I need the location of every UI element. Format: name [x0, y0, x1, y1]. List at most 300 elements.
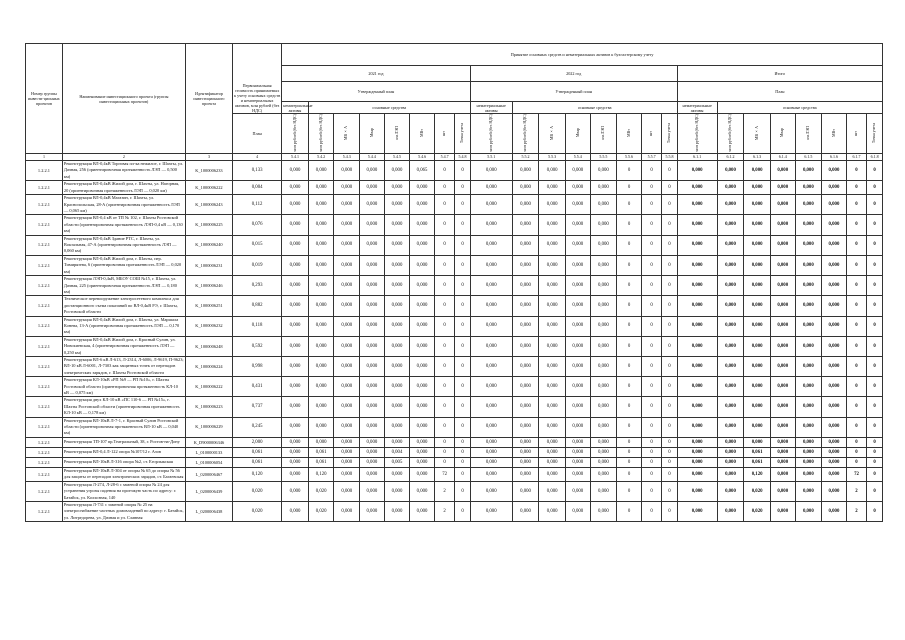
group-number: 1.2.2.1: [26, 215, 63, 235]
header-unit: шт: [641, 114, 661, 154]
table-body: [26, 154, 883, 522]
value-2021: 0: [455, 447, 470, 457]
value-2022: 0,000: [512, 161, 539, 181]
value-2021: 0,000: [308, 397, 334, 417]
table-row: [26, 316, 883, 336]
value-2022: 0,000: [539, 502, 566, 522]
value-total: 0,000: [795, 255, 822, 275]
value-total: 0,000: [717, 447, 744, 457]
value-2021: 0,000: [308, 356, 334, 376]
project-id: L_0200006467: [185, 467, 232, 481]
value-2021: 0,000: [308, 316, 334, 336]
value-2022: 0: [617, 276, 642, 296]
value-2022: 0: [617, 215, 642, 235]
value-2022: 0: [641, 255, 661, 275]
value-total: 0,000: [677, 502, 717, 522]
value-total: 0,000: [795, 397, 822, 417]
value-2022: 0,000: [590, 161, 617, 181]
value-2021: 0,005: [384, 457, 410, 467]
value-2021: 0,000: [308, 276, 334, 296]
value-total: 0: [867, 255, 883, 275]
value-2022: 0,000: [590, 235, 617, 255]
value-2022: 0,000: [539, 336, 566, 356]
value-2022: 0: [617, 181, 642, 195]
value-total: 0,000: [795, 316, 822, 336]
value-2021: 0,000: [384, 161, 410, 181]
value-2021: 0,000: [410, 296, 435, 316]
value-total: 0,000: [677, 181, 717, 195]
table-row: [26, 397, 883, 417]
value-2021: 0,020: [308, 502, 334, 522]
value-2021: 0: [455, 467, 470, 481]
value-2021: 0,000: [410, 195, 435, 215]
value-2022: 0,000: [566, 336, 591, 356]
project-id: K_1000006229: [185, 417, 232, 437]
column-index: 6.1.1: [677, 154, 717, 161]
value-2022: 0: [617, 457, 642, 467]
column-index: 2: [62, 154, 185, 161]
header-fixed-2021: основные средства: [308, 102, 470, 114]
value-2021: 0: [455, 397, 470, 417]
value-total: 0,000: [677, 296, 717, 316]
value-2022: 0,000: [470, 437, 512, 447]
initial-cost: 0,061: [233, 457, 282, 467]
value-2022: 0,000: [512, 336, 539, 356]
value-total: 0: [846, 457, 866, 467]
header-unit: млн рублей (без НДС): [470, 114, 512, 154]
value-total: 0,000: [770, 161, 795, 181]
value-2021: 0,000: [334, 502, 360, 522]
value-2021: 0,000: [360, 417, 385, 437]
project-name: Реконструкция ВЛ-0,4 кВ от ТП № 102, г. Шахты Ростовской области (ориентировочная протяженность ЛЭП-0,4 кВ — 0,130 км): [62, 215, 185, 235]
header-unit: МВт: [822, 114, 847, 154]
value-2022: 0,000: [470, 417, 512, 437]
value-2021: 0,000: [360, 255, 385, 275]
column-index: 5.4.4: [360, 154, 385, 161]
value-2022: 0,000: [539, 215, 566, 235]
value-2022: 0: [641, 457, 661, 467]
value-2022: 0,000: [539, 467, 566, 481]
value-2022: 0: [617, 417, 642, 437]
header-unit: шт: [846, 114, 866, 154]
header-plan-total: План: [677, 82, 882, 102]
initial-cost: 0,015: [233, 235, 282, 255]
value-2022: 0,000: [539, 437, 566, 447]
value-2021: 0,000: [360, 447, 385, 457]
value-2022: 0,000: [566, 397, 591, 417]
value-2022: 0: [617, 467, 642, 481]
value-2021: 0,120: [308, 467, 334, 481]
value-total: 0,000: [717, 181, 744, 195]
table-row: [26, 255, 883, 275]
value-2021: 0,000: [410, 215, 435, 235]
value-total: 0: [867, 437, 883, 447]
value-2021: 0: [455, 336, 470, 356]
value-2021: 0,000: [384, 255, 410, 275]
value-2022: 0,000: [566, 276, 591, 296]
value-total: 0,000: [795, 481, 822, 501]
project-id: L_0200006438: [185, 502, 232, 522]
value-total: 0,000: [795, 235, 822, 255]
value-2022: 0,000: [590, 215, 617, 235]
value-2022: 0: [662, 447, 677, 457]
value-2021: 0: [434, 316, 454, 336]
value-2022: 0: [662, 457, 677, 467]
value-2021: 0,000: [308, 215, 334, 235]
value-2021: 0,000: [410, 502, 435, 522]
value-2022: 0,000: [470, 316, 512, 336]
table-row: [26, 235, 883, 255]
value-total: 0,000: [795, 502, 822, 522]
value-total: 0,000: [677, 255, 717, 275]
value-2022: 0,000: [566, 437, 591, 447]
value-2022: 0,000: [590, 296, 617, 316]
value-2022: 0: [641, 467, 661, 481]
value-2021: 0,000: [334, 481, 360, 501]
value-2021: 0: [455, 417, 470, 437]
value-2022: 0,000: [539, 377, 566, 397]
value-total: 0,000: [744, 437, 771, 447]
value-2022: 0,000: [566, 457, 591, 467]
value-2022: 0,000: [539, 161, 566, 181]
table-row: [26, 215, 883, 235]
header-unit: Мвар: [770, 114, 795, 154]
value-2022: 0: [641, 276, 661, 296]
value-2021: 0,000: [334, 215, 360, 235]
value-total: 0: [867, 276, 883, 296]
value-total: 0,000: [822, 296, 847, 316]
initial-cost: 0,020: [233, 481, 282, 501]
value-total: 0,000: [744, 397, 771, 417]
value-2022: 0,000: [539, 481, 566, 501]
value-total: 0,000: [770, 397, 795, 417]
value-2022: 0: [641, 296, 661, 316]
value-2022: 0: [641, 336, 661, 356]
value-2021: 0,000: [384, 195, 410, 215]
value-total: 0,000: [677, 457, 717, 467]
project-id: L_0100006054: [185, 457, 232, 467]
value-total: 0,000: [822, 181, 847, 195]
value-total: 0,000: [677, 235, 717, 255]
value-total: 0: [867, 161, 883, 181]
project-id: K_D9000006346: [185, 437, 232, 447]
value-total: 0: [867, 296, 883, 316]
group-number: 1.2.2.1: [26, 296, 63, 316]
value-2022: 0,000: [512, 215, 539, 235]
report-table: [25, 43, 883, 522]
value-total: 0,000: [795, 447, 822, 457]
header-unit: шт: [434, 114, 454, 154]
initial-cost: 2,000: [233, 437, 282, 447]
value-2021: 2: [434, 502, 454, 522]
column-index: 5.5.7: [641, 154, 661, 161]
value-total: 0,000: [822, 467, 847, 481]
value-2022: 0,000: [470, 215, 512, 235]
value-2022: 0,000: [470, 447, 512, 457]
value-total: 0,000: [822, 161, 847, 181]
value-total: 0,000: [744, 195, 771, 215]
header-unit: МВ×А: [334, 114, 360, 154]
group-number: 1.2.2.1: [26, 377, 63, 397]
header-approved-2021: Утвержденный план: [282, 82, 471, 102]
value-2021: 0,000: [282, 316, 309, 336]
value-2021: 0,000: [282, 195, 309, 215]
header-unit: Точка учета: [455, 114, 470, 154]
value-2021: 0: [434, 161, 454, 181]
header-fixed-2022: основные средства: [512, 102, 677, 114]
project-id: K_1000006243: [185, 195, 232, 215]
project-name: Реконструкция ВЛ-0,4кВ Жилой дом, г. Шахты, ул. Маршала Конева, 13-А (ориентировочная протяженность ЛЭП — 0,170 км): [62, 316, 185, 336]
value-total: 0: [846, 377, 866, 397]
value-2022: 0: [641, 195, 661, 215]
header-unit: МВ×А: [539, 114, 566, 154]
value-total: 0: [867, 447, 883, 457]
column-index: 5.4.3: [334, 154, 360, 161]
initial-cost: 0,004: [233, 181, 282, 195]
value-2022: 0,000: [512, 397, 539, 417]
value-2021: 0: [434, 397, 454, 417]
column-index: 6.1.5: [795, 154, 822, 161]
value-2022: 0,000: [539, 356, 566, 376]
value-2021: 0: [434, 195, 454, 215]
value-2022: 0,000: [590, 437, 617, 447]
value-total: 0,000: [795, 296, 822, 316]
value-total: 0,000: [770, 181, 795, 195]
value-2021: 0: [434, 356, 454, 376]
value-2022: 0: [617, 316, 642, 336]
value-2021: 0,000: [334, 235, 360, 255]
project-name: Реконструкция ТП-107 пр.Театральный, 38, г. Ростов-на-Дону: [62, 437, 185, 447]
value-total: 0,061: [744, 447, 771, 457]
value-total: 0,000: [717, 161, 744, 181]
value-2022: 0,000: [590, 255, 617, 275]
value-total: 0,000: [770, 316, 795, 336]
group-number: 1.2.2.1: [26, 457, 63, 467]
column-index: 5.5.6: [617, 154, 642, 161]
value-2021: 0,000: [282, 296, 309, 316]
value-2022: 0: [617, 481, 642, 501]
value-total: 0: [867, 502, 883, 522]
value-2022: 0,000: [590, 377, 617, 397]
column-index: 6.1.8: [867, 154, 883, 161]
value-2021: 0: [434, 336, 454, 356]
value-2021: 0,000: [308, 336, 334, 356]
header-intangible-2021: нематериальные активы: [283, 102, 313, 113]
column-index: 6.1.6: [822, 154, 847, 161]
value-2022: 0,000: [590, 181, 617, 195]
value-2021: 0,000: [334, 397, 360, 417]
value-2021: 0,000: [334, 417, 360, 437]
value-2022: 0,000: [470, 457, 512, 467]
value-2022: 0,000: [539, 417, 566, 437]
value-2021: 0,000: [282, 437, 309, 447]
value-2021: 0,000: [360, 181, 385, 195]
value-total: 0: [846, 336, 866, 356]
value-total: 0: [846, 276, 866, 296]
project-name: Реконструкция ВЛ-6 кВ Л-613, Л-2314, Л-6006, Л-9619, П-9623; ВЛ-10 кВ Л-6001, Л-7303 как защитных точек от перепадов электрических зарядов, г. Шахты Ростовской области: [63, 356, 184, 375]
value-2021: 0,000: [410, 481, 435, 501]
value-2021: 0,000: [410, 447, 435, 457]
header-unit: млн рублей (без НДС): [512, 114, 539, 154]
value-2022: 0,000: [470, 235, 512, 255]
project-name: Реконструкция двух КЛ-10 кВ «ПС 110-6 — РП №15», г. Шахты Ростовской области (ориентировочная протяженность КЛ-10 кВ — 0,178 км): [62, 397, 185, 417]
value-2022: 0,000: [590, 397, 617, 417]
value-total: 0: [867, 457, 883, 467]
value-2021: 0,000: [334, 181, 360, 195]
value-2021: 0,000: [334, 437, 360, 447]
initial-cost: 0,737: [233, 397, 282, 417]
project-id: K_1000006232: [185, 316, 232, 336]
value-2022: 0,000: [470, 336, 512, 356]
value-total: 0,000: [822, 356, 847, 376]
header-unit: млн рублей (без НДС): [282, 114, 309, 154]
value-total: 0,000: [822, 215, 847, 235]
value-2022: 0,000: [590, 447, 617, 457]
value-2021: 0: [455, 377, 470, 397]
value-total: 0,000: [717, 356, 744, 376]
project-id: K_1000006224: [185, 356, 232, 376]
value-2021: 0,000: [410, 235, 435, 255]
value-2021: 0,000: [334, 276, 360, 296]
value-total: 0,000: [744, 255, 771, 275]
project-name: Реконструкция ВЛ-0,4кВ Жилой дом, г. Шахты, пер. Тимирязева, 6 (ориентировочная протяженность ЛЭП — 0,020 км): [62, 255, 185, 275]
value-total: 0,000: [795, 276, 822, 296]
value-2022: 0,000: [566, 215, 591, 235]
value-2022: 0: [662, 235, 677, 255]
value-total: 0,000: [744, 235, 771, 255]
value-total: 0,000: [677, 336, 717, 356]
value-total: 0,000: [744, 296, 771, 316]
value-2022: 0: [662, 467, 677, 481]
column-index: 5.5.4: [566, 154, 591, 161]
value-2022: 0,000: [470, 377, 512, 397]
value-2022: 0,000: [470, 467, 512, 481]
group-number: 1.2.2.1: [26, 481, 63, 501]
value-2021: 0,000: [410, 276, 435, 296]
value-2021: 0,000: [410, 181, 435, 195]
value-2021: 0: [455, 437, 470, 447]
value-2022: 0,000: [590, 195, 617, 215]
header-id: Идентификатор инвестиционного проекта: [185, 44, 232, 154]
value-2021: 0,000: [384, 481, 410, 501]
value-total: 0,000: [744, 276, 771, 296]
value-2021: 0,061: [308, 447, 334, 457]
value-2022: 0,000: [512, 437, 539, 447]
project-id: K_1000006222: [185, 377, 232, 397]
value-2022: 0,000: [470, 502, 512, 522]
project-name: Реконструкция ВЛ-0,4кВ Торговая пл-ка нежилое, г. Шахты, ул. Дачная, 256 (ориентировочная протяженность ЛЭП — 0,500 км): [62, 161, 185, 181]
project-name: Реконструкция Л-731 с заменой опоры № 25 на электроснабжение частных домовладений по адресу: г. Батайск, ул. Литредорева, ул. Дачная и ул. Славная: [63, 502, 184, 520]
value-total: 0: [846, 447, 866, 457]
project-name: Реконструкция ВЛ-0,4 Л-122 опора №107/12 г. Азов: [62, 447, 185, 457]
value-total: 72: [846, 467, 866, 481]
value-2021: 0,000: [410, 437, 435, 447]
value-2022: 0,000: [539, 296, 566, 316]
value-total: 0,000: [717, 467, 744, 481]
value-2021: 0,000: [384, 276, 410, 296]
value-2021: 0: [434, 447, 454, 457]
value-total: 0,000: [770, 481, 795, 501]
initial-cost: 0,076: [233, 215, 282, 235]
value-total: 0,000: [770, 336, 795, 356]
header-fixed-total: основные средства: [717, 102, 882, 114]
value-total: 0,000: [677, 356, 717, 376]
value-2022: 0,000: [512, 195, 539, 215]
value-2022: 0,000: [566, 195, 591, 215]
value-total: 0,000: [677, 467, 717, 481]
value-total: 0,000: [677, 447, 717, 457]
project-id: K_1000006251: [185, 296, 232, 316]
value-2022: 0: [662, 356, 677, 376]
value-2021: 0,000: [384, 296, 410, 316]
value-total: 0,000: [822, 235, 847, 255]
value-2021: 0: [455, 235, 470, 255]
value-2021: 0,020: [308, 481, 334, 501]
value-total: 0,000: [717, 215, 744, 235]
value-2021: 0: [455, 181, 470, 195]
header-unit: млн рублей (без НДС): [717, 114, 744, 154]
value-2022: 0,000: [566, 467, 591, 481]
value-2022: 0,000: [539, 195, 566, 215]
value-total: 0,000: [717, 296, 744, 316]
value-2022: 0: [662, 437, 677, 447]
column-index: 6.1.2: [717, 154, 744, 161]
value-2021: 0,000: [308, 296, 334, 316]
value-total: 0,000: [717, 235, 744, 255]
value-2021: 0,000: [360, 336, 385, 356]
value-total: 0,000: [795, 417, 822, 437]
value-total: 0: [867, 397, 883, 417]
value-total: 0,000: [717, 417, 744, 437]
header-unit: млн рублей (без НДС): [308, 114, 334, 154]
value-2022: 0,000: [512, 235, 539, 255]
value-2021: 0,000: [308, 195, 334, 215]
header-cost: Первоначальная стоимость принимаемых к учету основных средств и нематериальных активов, млн рублей (без НДС): [233, 44, 282, 114]
value-2021: 0,000: [334, 356, 360, 376]
value-total: 0,000: [822, 336, 847, 356]
value-2022: 0: [641, 235, 661, 255]
value-2021: 0,065: [410, 161, 435, 181]
value-2021: 0,000: [282, 161, 309, 181]
header-unit: Мвар: [360, 114, 385, 154]
project-id: K_1000006240: [185, 235, 232, 255]
column-index: 4: [233, 154, 282, 161]
value-total: 0: [846, 255, 866, 275]
value-total: 0,000: [744, 377, 771, 397]
value-2022: 0,000: [566, 356, 591, 376]
value-total: 0,020: [744, 502, 771, 522]
value-2021: 0,000: [360, 467, 385, 481]
initial-cost: 0,120: [233, 467, 282, 481]
value-total: 0,000: [677, 437, 717, 447]
value-2021: 0,000: [282, 336, 309, 356]
project-id: L_0200006439: [185, 481, 232, 501]
value-2021: 0,000: [384, 437, 410, 447]
value-2021: 0,000: [360, 195, 385, 215]
value-total: 0,000: [770, 457, 795, 467]
value-2022: 0: [662, 502, 677, 522]
table-row: [26, 467, 883, 481]
value-2022: 0,000: [512, 356, 539, 376]
value-2021: 0,000: [360, 502, 385, 522]
value-total: 0,000: [770, 235, 795, 255]
value-total: 0,000: [822, 316, 847, 336]
value-2021: 0,000: [360, 457, 385, 467]
value-total: 0,000: [677, 276, 717, 296]
value-2021: 0,000: [384, 235, 410, 255]
initial-cost: 0,882: [233, 296, 282, 316]
value-total: 0,000: [717, 481, 744, 501]
